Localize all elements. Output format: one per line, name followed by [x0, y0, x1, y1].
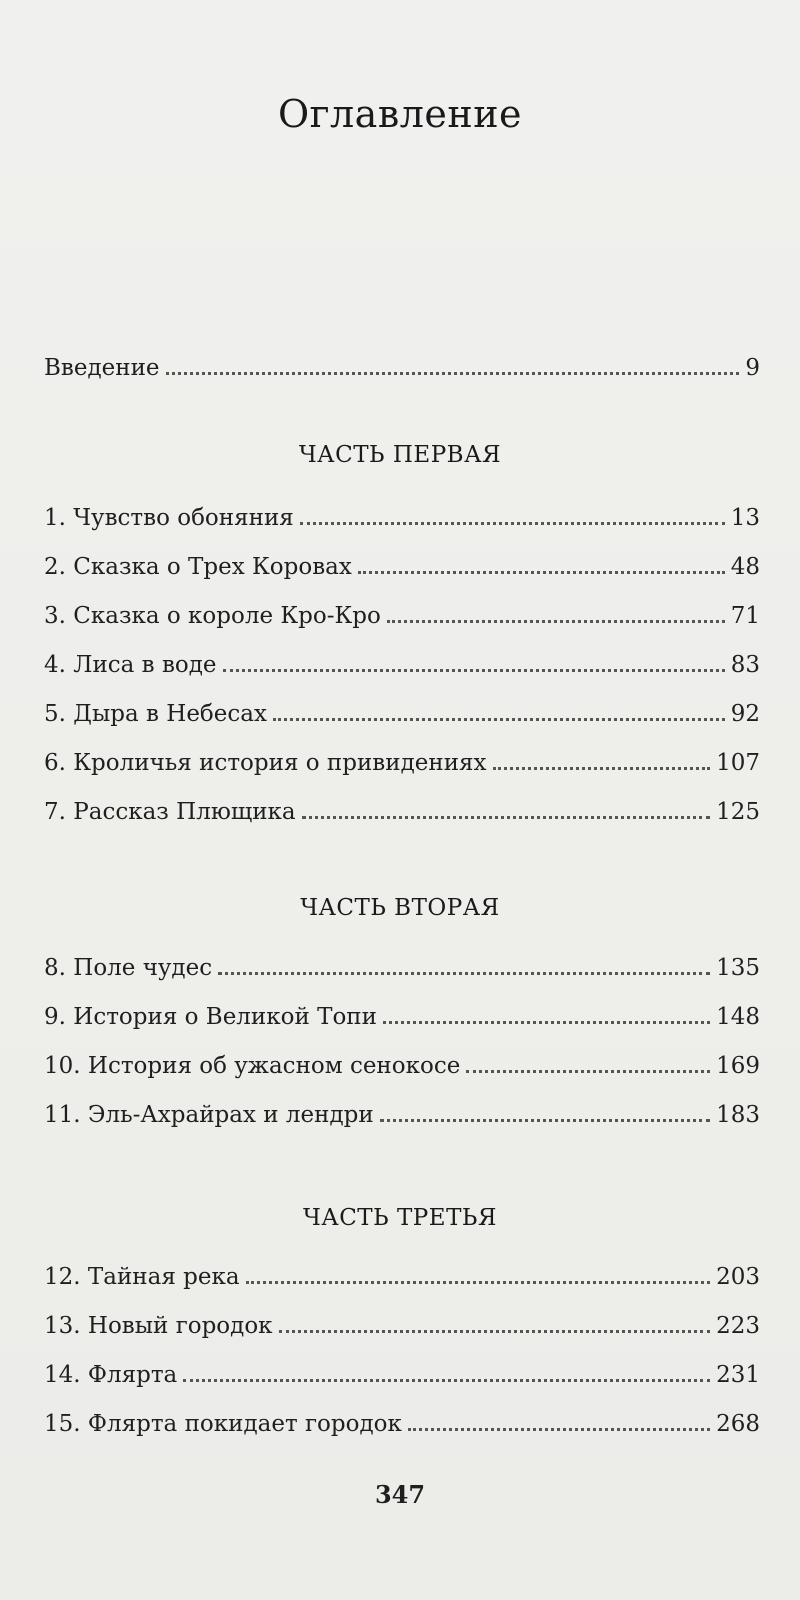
part-heading: ЧАСТЬ ТРЕТЬЯ: [303, 1205, 497, 1231]
toc-entry-label: 15. Флярта покидает городок: [44, 1411, 402, 1437]
dot-leader: [218, 971, 710, 975]
toc-entry: [44, 1038, 760, 1078]
toc-entry-page: 48: [730, 554, 760, 580]
toc-entry-label: 1. Чувство обоняния: [44, 505, 294, 531]
toc-entry: [44, 1396, 760, 1436]
toc-entry: [44, 1087, 760, 1127]
toc-entry: [44, 940, 760, 980]
toc-entry-page: 268: [716, 1411, 760, 1437]
toc-entry-label: 9. История о Великой Топи: [44, 1004, 377, 1030]
toc-entry-label: 6. Кроличья история о привидениях: [44, 750, 487, 776]
toc-entry-page: 125: [716, 799, 760, 825]
dot-leader: [183, 1378, 710, 1382]
toc-entry-label: 5. Дыра в Небесах: [44, 701, 267, 727]
toc-entry-page: 13: [730, 505, 760, 531]
part-heading: ЧАСТЬ ВТОРАЯ: [300, 895, 500, 921]
dot-leader: [383, 1020, 710, 1024]
page-title: Оглавление: [277, 92, 523, 136]
dot-leader: [380, 1118, 710, 1122]
toc-entry-page: 92: [730, 701, 760, 727]
dot-leader: [466, 1069, 710, 1073]
toc-entry: [44, 686, 760, 726]
dot-leader: [387, 619, 725, 623]
dot-leader: [223, 668, 725, 672]
toc-entry-label: 4. Лиса в воде: [44, 652, 217, 678]
dot-leader: [166, 371, 740, 375]
toc-entry-label: 13. Новый городок: [44, 1313, 273, 1339]
toc-entry-page: 107: [716, 750, 760, 776]
toc-entry-label: 11. Эль-Ахрайрах и лендри: [44, 1102, 374, 1128]
part-heading: ЧАСТЬ ПЕРВАЯ: [298, 442, 502, 468]
toc-entry-page: 83: [730, 652, 760, 678]
toc-entry: [44, 989, 760, 1029]
toc-entry-label: 14. Флярта: [44, 1362, 178, 1388]
toc-entry-introduction: [44, 340, 760, 380]
toc-entry: [44, 1249, 760, 1289]
toc-entry-page: 148: [716, 1004, 760, 1030]
toc-entry-page: 71: [730, 603, 760, 629]
toc-entry: [44, 1347, 760, 1387]
toc-entry-page: 231: [716, 1362, 760, 1388]
toc-entry-label: 12. Тайная река: [44, 1264, 240, 1290]
toc-entry: [44, 735, 760, 775]
toc-entry-page: 183: [716, 1102, 760, 1128]
toc-entry-page: 135: [716, 955, 760, 981]
dot-leader: [300, 521, 725, 525]
toc-entry-page: 169: [716, 1053, 760, 1079]
toc-entry-label: 2. Сказка о Трех Коровах: [44, 554, 352, 580]
dot-leader: [279, 1329, 711, 1333]
dot-leader: [493, 766, 711, 770]
toc-entry: [44, 539, 760, 579]
toc-entry: [44, 1298, 760, 1338]
toc-entry-label: 10. История об ужасном сенокосе: [44, 1053, 461, 1079]
toc-entry-label: 8. Поле чудес: [44, 955, 213, 981]
toc-entry: [44, 784, 760, 824]
toc-entry-page: 9: [745, 355, 760, 381]
dot-leader: [246, 1280, 711, 1284]
toc-entry-label: 7. Рассказ Плющика: [44, 799, 296, 825]
dot-leader: [408, 1427, 710, 1431]
toc-entry: [44, 588, 760, 628]
toc-entry: [44, 637, 760, 677]
toc-entry-page: 223: [716, 1313, 760, 1339]
page-number: 347: [374, 1480, 426, 1509]
toc-entry-label: Введение: [44, 355, 160, 381]
toc-entry: [44, 490, 760, 530]
dot-leader: [358, 570, 725, 574]
toc-entry-page: 203: [716, 1264, 760, 1290]
toc-entry-label: 3. Сказка о короле Кро-Кро: [44, 603, 381, 629]
dot-leader: [273, 717, 725, 721]
dot-leader: [302, 815, 710, 819]
